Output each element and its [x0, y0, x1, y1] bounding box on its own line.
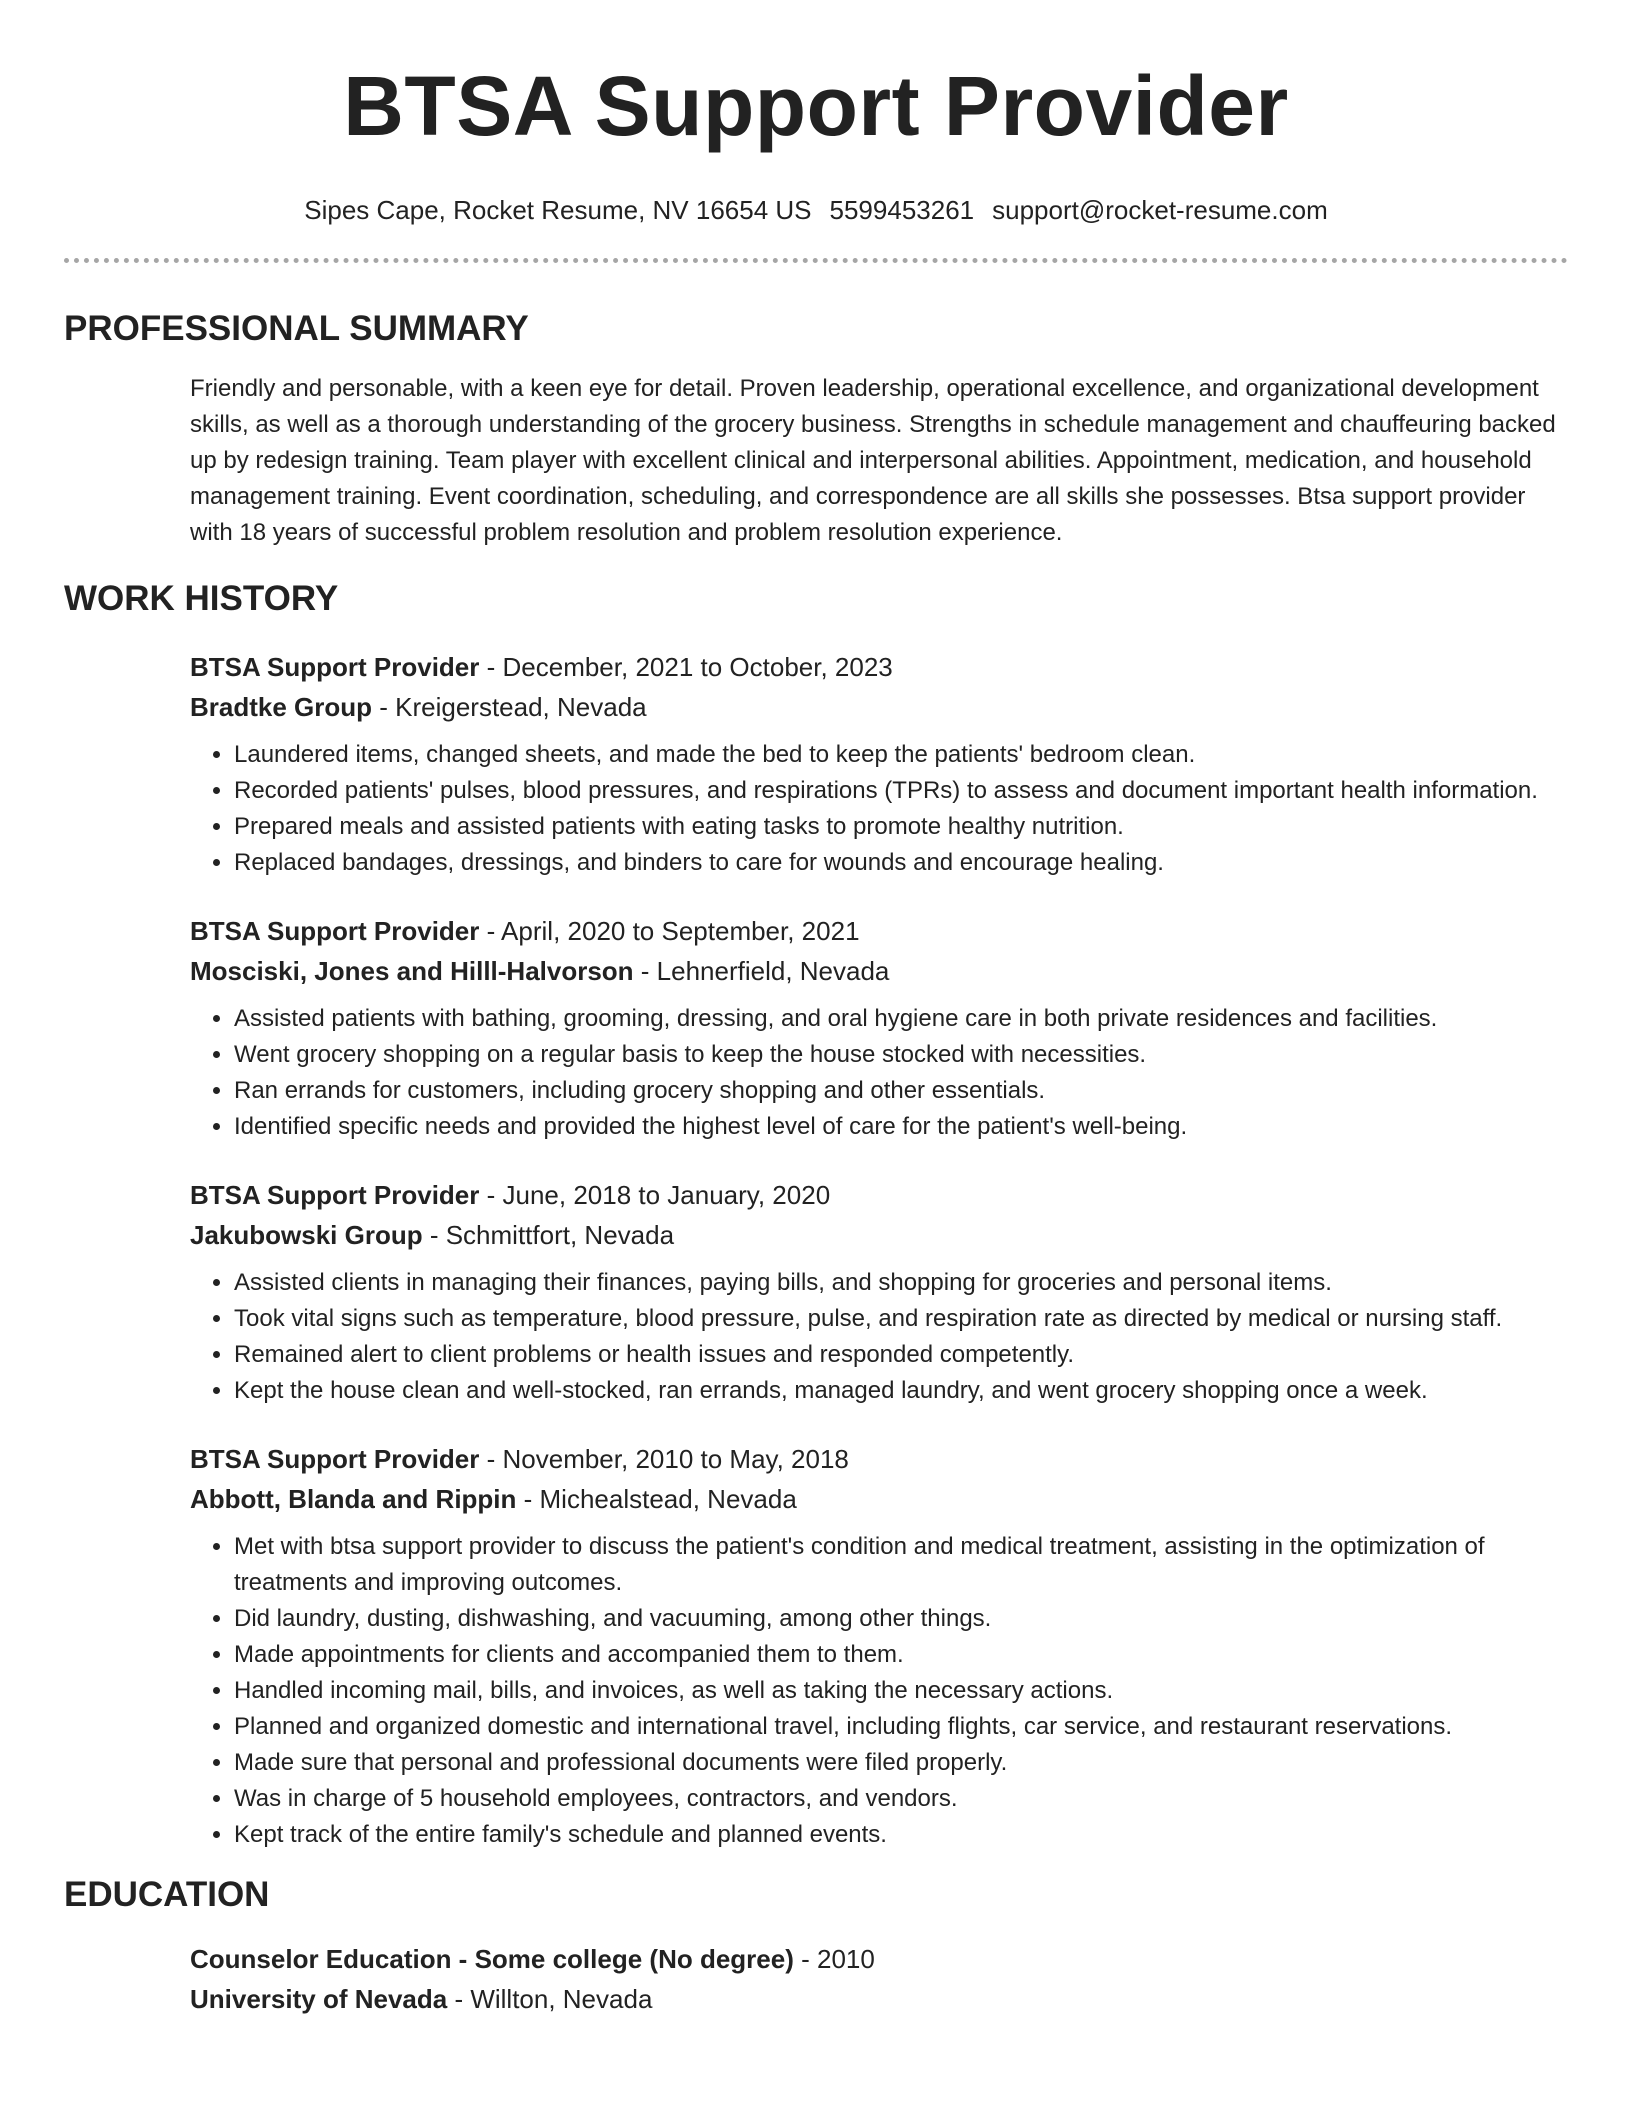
job-dates: - April, 2020 to September, 2021 [479, 916, 860, 946]
job-location: - Kreigerstead, Nevada [372, 692, 647, 722]
job-bullet: • Went grocery shopping on a regular basis to keep the house stocked with necessities. [234, 1037, 1568, 1073]
job-title: BTSA Support Provider [190, 652, 480, 682]
job-bullet-list [190, 1001, 1568, 1145]
job-bullet: • Recorded patients' pulses, blood pressures, and respirations (TPRs) to assess and document important health information. [234, 773, 1568, 809]
job-bullet: • Made appointments for clients and accompanied them to them. [234, 1637, 1568, 1673]
job-title-line [190, 911, 1568, 951]
job-bullet: • Made sure that personal and professional documents were filed properly. [234, 1745, 1568, 1781]
job-location: - Schmittfort, Nevada [422, 1220, 675, 1250]
work-history-heading: WORK HISTORY [64, 579, 339, 618]
job-bullet: • Did laundry, dusting, dishwashing, and vacuuming, among other things. [234, 1601, 1568, 1637]
contact-email: support@rocket-resume.com [992, 195, 1328, 225]
job-bullet-list [190, 1265, 1568, 1409]
job-entry [190, 911, 1568, 1145]
contact-address: Sipes Cape, Rocket Resume, NV 16654 US [304, 195, 812, 225]
education-heading: EDUCATION [64, 1875, 270, 1914]
job-bullet: • Identified specific needs and provided the highest level of care for the patient's well-being. [234, 1109, 1568, 1145]
job-entry [190, 1439, 1568, 1853]
education-location: - Willton, Nevada [447, 1984, 653, 2014]
job-bullet: • Took vital signs such as temperature, blood pressure, pulse, and respiration rate as directed by medical or nursing staff. [234, 1301, 1568, 1337]
education-year: - 2010 [793, 1944, 875, 1974]
job-company: Abbott, Blanda and Rippin [190, 1484, 517, 1514]
job-bullet: • Planned and organized domestic and international travel, including flights, car service, and restaurant reservations. [234, 1709, 1568, 1745]
job-bullet: • Kept the house clean and well-stocked, ran errands, managed laundry, and went grocery shopping once a week. [234, 1373, 1568, 1409]
job-title-line [190, 1439, 1568, 1479]
job-company: Jakubowski Group [190, 1220, 423, 1250]
job-title: BTSA Support Provider [190, 1444, 480, 1474]
job-bullet: • Assisted patients with bathing, grooming, dressing, and oral hygiene care in both private residences and facilities. [234, 1001, 1568, 1037]
header-divider [64, 258, 1568, 263]
job-title-line [190, 647, 1568, 687]
job-dates: - November, 2010 to May, 2018 [479, 1444, 849, 1474]
job-location: - Michealstead, Nevada [516, 1484, 797, 1514]
job-bullet: • Prepared meals and assisted patients with eating tasks to promote healthy nutrition. [234, 809, 1568, 845]
resume-page [64, 0, 1568, 2019]
job-dates: - June, 2018 to January, 2020 [479, 1180, 831, 1210]
job-bullet-list [190, 737, 1568, 881]
summary-heading: PROFESSIONAL SUMMARY [64, 309, 529, 348]
job-bullet: • Met with btsa support provider to discuss the patient's condition and medical treatment, assisting in the optimization of treatments and improving outcomes. [234, 1529, 1568, 1601]
job-bullet-list [190, 1529, 1568, 1853]
education-degree-line [190, 1939, 1568, 1979]
job-company-line [190, 1215, 1568, 1255]
job-dates: - December, 2021 to October, 2023 [479, 652, 893, 682]
job-title-line [190, 1175, 1568, 1215]
education-entry [190, 1939, 1568, 2019]
job-bullet: • Was in charge of 5 household employees, contractors, and vendors. [234, 1781, 1568, 1817]
job-bullet: • Laundered items, changed sheets, and made the bed to keep the patients' bedroom clean. [234, 737, 1568, 773]
job-company-line [190, 687, 1568, 727]
job-company-line [190, 951, 1568, 991]
job-bullet: • Handled incoming mail, bills, and invoices, as well as taking the necessary actions. [234, 1673, 1568, 1709]
education-school: University of Nevada [190, 1984, 448, 2014]
contact-phone: 5599453261 [829, 195, 975, 225]
job-bullet: • Replaced bandages, dressings, and binders to care for wounds and encourage healing. [234, 845, 1568, 881]
job-bullet: • Ran errands for customers, including grocery shopping and other essentials. [234, 1073, 1568, 1109]
job-title: BTSA Support Provider [190, 916, 480, 946]
education-school-line [190, 1979, 1568, 2019]
summary-text: Friendly and personable, with a keen eye for detail. Proven leadership, operational excellence, and organizational development skills, as well as a thorough understanding of the grocery business. Strengths in schedule management and chauffeuring backed up by redesign training. Team player with excellent clinical and interpersonal abilities. Appointment, medication, and household management training. Event coordination, scheduling, and correspondence are all skills she possesses. Btsa support provider with 18 years of successful problem resolution and problem resolution experience. [190, 375, 1556, 546]
job-bullet: • Assisted clients in managing their finances, paying bills, and shopping for groceries and personal items. [234, 1265, 1568, 1301]
education-degree: Counselor Education - Some college (No degree) [190, 1944, 794, 1974]
job-company: Bradtke Group [190, 692, 373, 722]
job-entry [190, 1175, 1568, 1409]
job-bullet: • Kept track of the entire family's schedule and planned events. [234, 1817, 1568, 1853]
job-bullet: • Remained alert to client problems or health issues and responded competently. [234, 1337, 1568, 1373]
contact-line [64, 194, 1568, 226]
job-title: BTSA Support Provider [190, 1180, 480, 1210]
job-location: - Lehnerfield, Nevada [633, 956, 890, 986]
job-entry [190, 647, 1568, 881]
job-company: Mosciski, Jones and Hilll-Halvorson [190, 956, 634, 986]
job-company-line [190, 1479, 1568, 1519]
candidate-name: BTSA Support Provider [343, 59, 1289, 153]
